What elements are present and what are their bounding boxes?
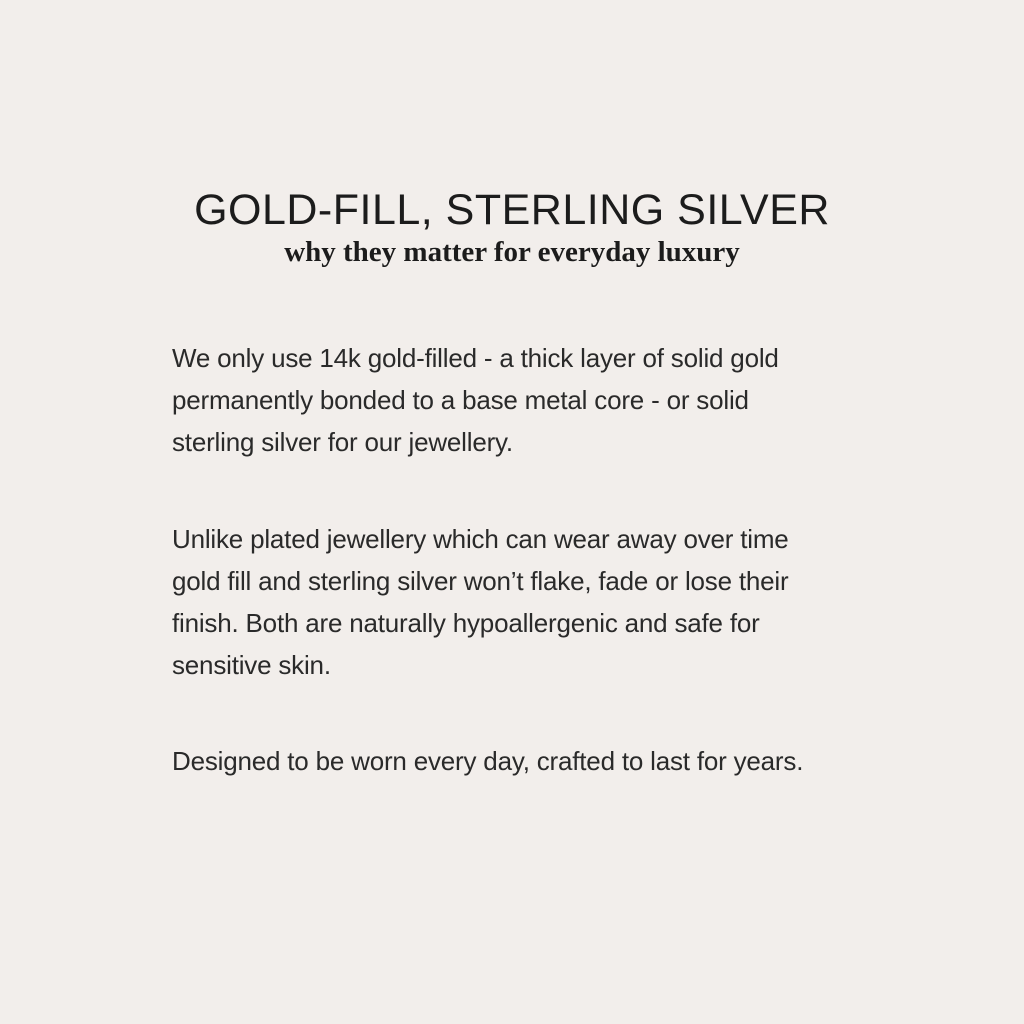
paragraph-line: We only use 14k gold-filled - a thick layer of solid gold xyxy=(172,343,779,373)
page-title: GOLD-FILL, STERLING SILVER xyxy=(194,186,830,234)
paragraph-tagline xyxy=(172,740,872,782)
page-subtitle: why they matter for everyday luxury xyxy=(284,236,740,268)
paragraph-durability xyxy=(172,518,872,686)
paragraph-line: permanently bonded to a base metal core - or solid xyxy=(172,385,749,415)
paragraph-materials xyxy=(172,337,872,463)
paragraph-line: Designed to be worn every day, crafted to last for years. xyxy=(172,746,804,776)
paragraph-line: sensitive skin. xyxy=(172,650,331,680)
paragraph-line: sterling silver for our jewellery. xyxy=(172,427,513,457)
paragraph-line: gold fill and sterling silver won’t flake, fade or lose their xyxy=(172,566,789,596)
paragraph-line: finish. Both are naturally hypoallergenic and safe for xyxy=(172,608,760,638)
paragraph-line: Unlike plated jewellery which can wear away over time xyxy=(172,524,789,554)
